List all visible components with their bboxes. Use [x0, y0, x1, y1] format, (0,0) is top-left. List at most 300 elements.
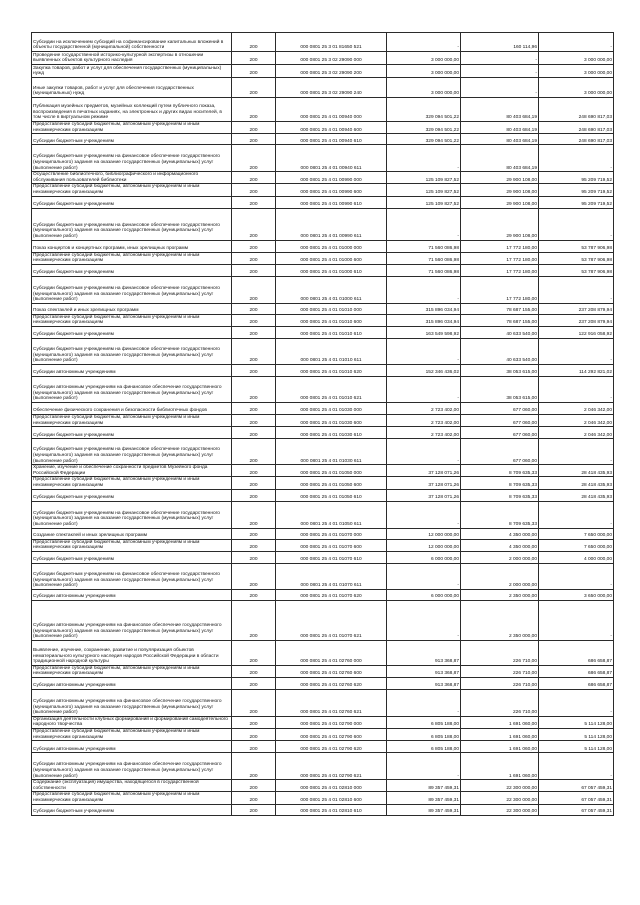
row-line-code: 200 — [232, 172, 276, 184]
row-name: Субсидии бюджетным учреждениям — [32, 326, 232, 338]
row-approved-amount: 6 000 000,00 — [387, 589, 461, 600]
row-name: Предоставление субсидий бюджетным, автономным учреждениям и иным некоммерческим организациям — [32, 665, 232, 677]
row-approved-amount: 3 000 000,00 — [387, 78, 461, 98]
table-row — [32, 640, 614, 665]
row-unexecuted-amount: 95 209 719,52 — [539, 196, 614, 208]
row-name: Субсидии бюджетным учреждениям — [32, 134, 232, 145]
table-row — [32, 208, 614, 240]
table-row — [32, 184, 614, 196]
row-budget-classification-code: 000 0801 25 4 01 02790 621 — [276, 753, 387, 780]
row-approved-amount: 89 357 459,31 — [387, 804, 461, 815]
row-unexecuted-amount: 53 787 906,98 — [539, 240, 614, 252]
row-line-code: 200 — [232, 780, 276, 792]
row-line-code: 200 — [232, 501, 276, 528]
row-unexecuted-amount: 686 658,87 — [539, 665, 614, 677]
row-unexecuted-amount: 3 650 000,00 — [539, 589, 614, 600]
table-row — [32, 252, 614, 264]
row-unexecuted-amount: 53 787 906,98 — [539, 264, 614, 276]
row-name: Субсидии бюджетным учреждениям — [32, 427, 232, 439]
table-row — [32, 677, 614, 689]
row-budget-classification-code: 000 0801 25 4 01 01030 600 — [276, 414, 387, 426]
row-unexecuted-amount: - — [539, 439, 614, 465]
table-row — [32, 477, 614, 489]
row-unexecuted-amount: - — [539, 376, 614, 402]
table-row — [32, 65, 614, 78]
row-unexecuted-amount: 2 046 342,00 — [539, 427, 614, 439]
row-name: Субсидии автономным учреждениям — [32, 677, 232, 689]
row-unexecuted-amount: 7 650 000,00 — [539, 528, 614, 539]
row-unexecuted-amount: 2 046 342,00 — [539, 414, 614, 426]
row-unexecuted-amount: 5 114 128,00 — [539, 729, 614, 741]
row-budget-classification-code: 000 0801 25 4 01 01030 000 — [276, 402, 387, 414]
row-line-code: 200 — [232, 489, 276, 501]
row-executed-amount: 78 687 155,00 — [461, 303, 539, 314]
row-unexecuted-amount: 7 650 000,00 — [539, 539, 614, 551]
row-unexecuted-amount: 3 000 000,00 — [539, 78, 614, 98]
row-name: Субсидии бюджетным учреждениям на финансовое обеспечение государственного (муниципального) задания на оказание государственных (муниципальных) услуг (выполнение работ) — [32, 338, 232, 364]
row-line-code: 200 — [232, 276, 276, 303]
row-unexecuted-amount: - — [539, 145, 614, 172]
row-approved-amount: 2 723 402,00 — [387, 414, 461, 426]
row-approved-amount: 37 128 071,26 — [387, 465, 461, 477]
row-unexecuted-amount: 3 000 000,00 — [539, 65, 614, 78]
row-line-code: 200 — [232, 539, 276, 551]
row-line-code: 200 — [232, 551, 276, 563]
table-row — [32, 729, 614, 741]
row-name: Предоставление субсидий бюджетным, автономным учреждениям и иным некоммерческим организациям — [32, 477, 232, 489]
row-line-code: 200 — [232, 741, 276, 753]
row-executed-amount: 160 114,96 — [461, 33, 539, 52]
row-unexecuted-amount: 4 000 000,00 — [539, 551, 614, 563]
table-row — [32, 78, 614, 98]
row-approved-amount: 12 000 000,00 — [387, 528, 461, 539]
row-name: Субсидии автономным учреждениям — [32, 364, 232, 376]
row-executed-amount: 38 053 615,00 — [461, 364, 539, 376]
row-approved-amount: - — [387, 600, 461, 640]
row-name: Иные закупки товаров, работ и услуг для обеспечения государственных (муниципальных) нужд — [32, 78, 232, 98]
row-approved-amount: 913 368,87 — [387, 677, 461, 689]
row-unexecuted-amount: - — [539, 208, 614, 240]
table-row — [32, 501, 614, 528]
row-line-code: 200 — [232, 314, 276, 326]
row-name: Предоставление субсидий бюджетным, автономным учреждениям и иным некоммерческим организациям — [32, 539, 232, 551]
table-row — [32, 716, 614, 728]
row-line-code: 200 — [232, 439, 276, 465]
row-approved-amount: - — [387, 145, 461, 172]
row-budget-classification-code: 000 0801 25 4 01 01030 611 — [276, 439, 387, 465]
row-line-code: 200 — [232, 145, 276, 172]
row-executed-amount: 2 350 000,00 — [461, 600, 539, 640]
row-executed-amount: 1 691 060,00 — [461, 753, 539, 780]
row-line-code: 200 — [232, 589, 276, 600]
row-executed-amount: 17 772 180,00 — [461, 264, 539, 276]
row-executed-amount: 226 710,00 — [461, 689, 539, 716]
row-line-code: 200 — [232, 414, 276, 426]
table-row — [32, 741, 614, 753]
row-approved-amount: - — [387, 338, 461, 364]
row-budget-classification-code: 000 0801 25 4 01 02760 600 — [276, 665, 387, 677]
row-name: Субсидии бюджетным учреждениям — [32, 264, 232, 276]
table-row — [32, 780, 614, 792]
row-executed-amount: 22 300 000,00 — [461, 780, 539, 792]
row-unexecuted-amount: 28 418 435,93 — [539, 465, 614, 477]
row-executed-amount: 29 900 108,00 — [461, 172, 539, 184]
row-name: Субсидии бюджетным учреждениям на финансовое обеспечение государственного (муниципального) задания на оказание государственных (муниципальных) услуг (выполнение работ) — [32, 501, 232, 528]
row-line-code: 200 — [232, 465, 276, 477]
table-row — [32, 134, 614, 145]
row-approved-amount: 71 560 086,98 — [387, 264, 461, 276]
row-line-code: 200 — [232, 240, 276, 252]
row-budget-classification-code: 000 0801 25 4 01 01070 610 — [276, 551, 387, 563]
row-line-code: 200 — [232, 689, 276, 716]
row-line-code: 200 — [232, 729, 276, 741]
row-budget-classification-code: 000 0801 25 4 01 01010 621 — [276, 376, 387, 402]
row-budget-classification-code: 000 0801 25 4 01 02790 620 — [276, 741, 387, 753]
row-unexecuted-amount: 28 418 435,93 — [539, 477, 614, 489]
table-row — [32, 439, 614, 465]
row-budget-classification-code: 000 0801 25 4 01 01070 611 — [276, 563, 387, 589]
row-unexecuted-amount: 5 114 128,00 — [539, 716, 614, 728]
row-name: Субсидии автономным учреждениям на финансовое обеспечение государственного (муниципального) задания на оказание государственных (муниципальных) услуг (выполнение работ) — [32, 689, 232, 716]
table-row — [32, 414, 614, 426]
table-row — [32, 528, 614, 539]
row-approved-amount: 6 805 188,00 — [387, 716, 461, 728]
row-unexecuted-amount: 95 209 719,52 — [539, 172, 614, 184]
row-line-code: 200 — [232, 264, 276, 276]
row-line-code: 200 — [232, 402, 276, 414]
row-name: Субсидии бюджетным учреждениям — [32, 489, 232, 501]
row-unexecuted-amount: - — [539, 33, 614, 52]
row-approved-amount: - — [387, 563, 461, 589]
row-name: Субсидии автономным учреждениям на финансовое обеспечение государственного (муниципального) задания на оказание государственных (муниципальных) услуг (выполнение работ) — [32, 753, 232, 780]
row-executed-amount: - — [461, 52, 539, 65]
row-name: Публикация музейных предметов, музейных коллекций путем публичного показа, воспроизведения в печатных изданиях, на электронных и других видах носителей, в том числе в виртуальном режиме — [32, 98, 232, 122]
row-approved-amount: 89 357 459,31 — [387, 792, 461, 804]
row-executed-amount: 1 691 060,00 — [461, 729, 539, 741]
row-budget-classification-code: 000 0801 25 4 01 01050 600 — [276, 477, 387, 489]
row-name: Создание спектаклей и иных зрелищных программ — [32, 528, 232, 539]
row-executed-amount: 4 350 000,00 — [461, 528, 539, 539]
row-name: Субсидии автономным учреждениям — [32, 589, 232, 600]
row-budget-classification-code: 000 0801 25 4 01 00940 000 — [276, 98, 387, 122]
row-executed-amount: 40 633 540,00 — [461, 326, 539, 338]
row-line-code: 200 — [232, 716, 276, 728]
row-executed-amount: 226 710,00 — [461, 677, 539, 689]
row-executed-amount: 40 633 540,00 — [461, 338, 539, 364]
table-row — [32, 98, 614, 122]
table-row — [32, 276, 614, 303]
row-budget-classification-code: 000 0801 25 4 01 00990 611 — [276, 208, 387, 240]
table-row — [32, 196, 614, 208]
row-budget-classification-code: 000 0801 25 4 01 00940 611 — [276, 145, 387, 172]
row-name: Обеспечение физического сохранения и безопасности библиотечных фондов — [32, 402, 232, 414]
row-approved-amount: 152 346 436,02 — [387, 364, 461, 376]
table-row — [32, 427, 614, 439]
row-budget-classification-code: 000 0801 25 4 01 01010 620 — [276, 364, 387, 376]
row-executed-amount: 1 691 060,00 — [461, 716, 539, 728]
budget-execution-table — [31, 32, 614, 816]
row-unexecuted-amount: - — [539, 753, 614, 780]
row-approved-amount: 913 368,87 — [387, 665, 461, 677]
row-executed-amount: 677 060,00 — [461, 402, 539, 414]
row-name: Субсидии бюджетным учреждениям — [32, 551, 232, 563]
row-name: Предоставление субсидий бюджетным, автономным учреждениям и иным некоммерческим организациям — [32, 314, 232, 326]
table-row — [32, 364, 614, 376]
row-executed-amount: 4 350 000,00 — [461, 539, 539, 551]
row-executed-amount: 2 350 000,00 — [461, 589, 539, 600]
row-budget-classification-code: 000 0801 25 4 01 01000 600 — [276, 252, 387, 264]
row-approved-amount: 6 805 188,00 — [387, 729, 461, 741]
row-budget-classification-code: 000 0801 25 4 01 01070 600 — [276, 539, 387, 551]
row-budget-classification-code: 000 0801 25 4 01 01010 600 — [276, 314, 387, 326]
row-line-code: 200 — [232, 134, 276, 145]
row-approved-amount: 12 000 000,00 — [387, 539, 461, 551]
row-name: Проведение государственной историко-культурной экспертизы в отношении выявленных объектов культурного наследия — [32, 52, 232, 65]
row-unexecuted-amount: 686 658,87 — [539, 677, 614, 689]
row-approved-amount: - — [387, 753, 461, 780]
row-executed-amount: - — [461, 78, 539, 98]
table-row — [32, 539, 614, 551]
row-line-code: 200 — [232, 98, 276, 122]
row-unexecuted-amount: - — [539, 338, 614, 364]
row-executed-amount: 2 000 000,00 — [461, 551, 539, 563]
row-approved-amount: 125 109 827,52 — [387, 184, 461, 196]
row-approved-amount: 913 368,87 — [387, 640, 461, 665]
table-row — [32, 326, 614, 338]
row-budget-classification-code: 000 0801 25 4 01 00990 000 — [276, 172, 387, 184]
row-executed-amount: 8 709 635,33 — [461, 501, 539, 528]
row-budget-classification-code: 000 0801 25 4 01 02760 621 — [276, 689, 387, 716]
row-executed-amount: 22 300 000,00 — [461, 804, 539, 815]
row-unexecuted-amount: - — [539, 563, 614, 589]
row-line-code: 200 — [232, 427, 276, 439]
row-name: Субсидии автономным учреждениям на финансовое обеспечение государственного (муниципального) задания на оказание государственных (муниципальных) услуг (выполнение работ) — [32, 600, 232, 640]
row-name: Предоставление субсидий бюджетным, автономным учреждениям и иным некоммерческим организациям — [32, 729, 232, 741]
row-line-code: 200 — [232, 792, 276, 804]
row-executed-amount: 80 403 684,19 — [461, 122, 539, 134]
row-line-code: 200 — [232, 208, 276, 240]
row-unexecuted-amount: 2 046 342,00 — [539, 402, 614, 414]
row-name: Субсидии бюджетным учреждениям на финансовое обеспечение государственного (муниципального) задания на оказание государственных (муниципальных) услуг (выполнение работ) — [32, 563, 232, 589]
table-row — [32, 303, 614, 314]
row-unexecuted-amount: 122 916 058,92 — [539, 326, 614, 338]
row-unexecuted-amount: 237 208 879,94 — [539, 303, 614, 314]
row-name: Субсидии бюджетным учреждениям на финансовое обеспечение государственного (муниципального) задания на оказание государственных (муниципальных) услуг (выполнение работ) — [32, 208, 232, 240]
row-budget-classification-code: 000 0801 25 4 01 01000 611 — [276, 276, 387, 303]
row-line-code: 200 — [232, 640, 276, 665]
row-line-code: 200 — [232, 122, 276, 134]
row-line-code: 200 — [232, 338, 276, 364]
row-budget-classification-code: 000 0801 25 4 01 01070 621 — [276, 600, 387, 640]
row-executed-amount: 1 691 060,00 — [461, 741, 539, 753]
row-name: Осуществление библиотечного, библиографического и информационного обслуживания пользователей библиотеки — [32, 172, 232, 184]
table-row — [32, 689, 614, 716]
row-executed-amount: 677 060,00 — [461, 439, 539, 465]
row-unexecuted-amount: 53 787 906,98 — [539, 252, 614, 264]
row-name: Организация деятельности клубных формирований и формирований самодеятельного народного творчества — [32, 716, 232, 728]
row-unexecuted-amount: - — [539, 600, 614, 640]
row-line-code: 200 — [232, 303, 276, 314]
row-line-code: 200 — [232, 364, 276, 376]
table-row — [32, 600, 614, 640]
row-approved-amount: 3 000 000,00 — [387, 65, 461, 78]
row-unexecuted-amount: 114 292 821,02 — [539, 364, 614, 376]
row-approved-amount: 71 560 086,98 — [387, 240, 461, 252]
row-executed-amount: 2 000 000,00 — [461, 563, 539, 589]
row-approved-amount: 329 094 501,22 — [387, 98, 461, 122]
table-row — [32, 52, 614, 65]
row-unexecuted-amount: 95 209 719,52 — [539, 184, 614, 196]
row-line-code: 200 — [232, 753, 276, 780]
row-unexecuted-amount: - — [539, 689, 614, 716]
table-row — [32, 465, 614, 477]
row-line-code: 200 — [232, 563, 276, 589]
row-executed-amount: 29 900 108,00 — [461, 184, 539, 196]
row-name: Показ спектаклей и иных зрелищных программ — [32, 303, 232, 314]
row-name: Субсидии бюджетным учреждениям — [32, 804, 232, 815]
table-row — [32, 264, 614, 276]
row-name: Выявление, изучение, сохранение, развитие и популяризация объектов нематериального культурного наследия народов Российской Федерации в области традиционной народной культуры — [32, 640, 232, 665]
row-line-code: 200 — [232, 52, 276, 65]
table-row — [32, 240, 614, 252]
row-unexecuted-amount: 67 057 459,31 — [539, 804, 614, 815]
row-approved-amount: - — [387, 276, 461, 303]
row-name: Предоставление субсидий бюджетным, автономным учреждениям и иным некоммерческим организациям — [32, 252, 232, 264]
row-budget-classification-code: 000 0801 25 4 01 01050 000 — [276, 465, 387, 477]
row-budget-classification-code: 000 0801 25 4 01 01000 000 — [276, 240, 387, 252]
row-budget-classification-code: 000 0801 25 4 01 02810 610 — [276, 804, 387, 815]
table-row — [32, 665, 614, 677]
row-approved-amount: 329 094 501,22 — [387, 134, 461, 145]
row-executed-amount: 29 900 108,00 — [461, 196, 539, 208]
row-line-code: 200 — [232, 78, 276, 98]
row-line-code: 200 — [232, 600, 276, 640]
row-budget-classification-code: 000 0801 25 4 01 00940 610 — [276, 134, 387, 145]
row-name: Предоставление субсидий бюджетным, автономным учреждениям и иным некоммерческим организациям — [32, 414, 232, 426]
row-line-code: 200 — [232, 477, 276, 489]
row-budget-classification-code: 000 0801 25 4 01 01030 610 — [276, 427, 387, 439]
row-approved-amount: 6 000 000,00 — [387, 551, 461, 563]
row-name: Закупка товаров, работ и услуг для обеспечения государственных (муниципальных) нужд — [32, 65, 232, 78]
row-name: Предоставление субсидий бюджетным, автономным учреждениям и иным некоммерческим организациям — [32, 792, 232, 804]
row-budget-classification-code: 000 0801 25 4 01 02810 000 — [276, 780, 387, 792]
row-budget-classification-code: 000 0801 25 4 01 00990 600 — [276, 184, 387, 196]
table-row — [32, 804, 614, 815]
row-approved-amount: 125 109 827,52 — [387, 172, 461, 184]
row-unexecuted-amount: 28 418 435,93 — [539, 489, 614, 501]
row-approved-amount: 125 109 827,52 — [387, 196, 461, 208]
row-budget-classification-code: 000 0801 25 4 01 01010 000 — [276, 303, 387, 314]
row-approved-amount: 329 094 501,22 — [387, 122, 461, 134]
row-budget-classification-code: 000 0801 25 3 02 29090 200 — [276, 65, 387, 78]
table-row — [32, 402, 614, 414]
row-budget-classification-code: 000 0801 25 4 01 01010 610 — [276, 326, 387, 338]
row-executed-amount: 80 403 684,19 — [461, 145, 539, 172]
row-name: Показ концертов и концертных программ, иных зрелищных программ — [32, 240, 232, 252]
row-unexecuted-amount: 686 658,87 — [539, 640, 614, 665]
row-budget-classification-code: 000 0801 25 4 01 01050 610 — [276, 489, 387, 501]
row-executed-amount: 226 710,00 — [461, 665, 539, 677]
table-row — [32, 376, 614, 402]
row-unexecuted-amount: - — [539, 501, 614, 528]
table-row — [32, 145, 614, 172]
row-approved-amount: 2 723 402,00 — [387, 402, 461, 414]
table-row — [32, 489, 614, 501]
row-budget-classification-code: 000 0801 25 4 01 02790 000 — [276, 716, 387, 728]
table-row — [32, 314, 614, 326]
row-unexecuted-amount: 67 057 459,31 — [539, 792, 614, 804]
row-executed-amount: 677 060,00 — [461, 414, 539, 426]
row-executed-amount: 17 772 180,00 — [461, 252, 539, 264]
row-approved-amount: 163 549 598,92 — [387, 326, 461, 338]
row-budget-classification-code: 000 0801 25 4 01 01000 610 — [276, 264, 387, 276]
row-executed-amount: 17 772 180,00 — [461, 240, 539, 252]
row-approved-amount: - — [387, 501, 461, 528]
table-row — [32, 753, 614, 780]
row-unexecuted-amount: 248 690 817,03 — [539, 134, 614, 145]
row-unexecuted-amount: 237 208 879,94 — [539, 314, 614, 326]
row-budget-classification-code: 000 0801 25 4 01 00940 600 — [276, 122, 387, 134]
row-line-code: 200 — [232, 804, 276, 815]
row-name: Субсидии бюджетным учреждениям — [32, 196, 232, 208]
row-executed-amount: 8 709 635,33 — [461, 465, 539, 477]
row-executed-amount: - — [461, 65, 539, 78]
row-approved-amount: 89 357 459,31 — [387, 780, 461, 792]
row-name: Субсидии автономным учреждениям — [32, 741, 232, 753]
row-budget-classification-code: 000 0801 25 4 01 01070 620 — [276, 589, 387, 600]
table-row — [32, 172, 614, 184]
row-approved-amount: 71 560 086,98 — [387, 252, 461, 264]
row-executed-amount: 29 900 108,00 — [461, 208, 539, 240]
row-executed-amount: 38 053 615,00 — [461, 376, 539, 402]
row-line-code: 200 — [232, 677, 276, 689]
row-line-code: 200 — [232, 665, 276, 677]
row-line-code: 200 — [232, 196, 276, 208]
row-executed-amount: 17 772 180,00 — [461, 276, 539, 303]
row-approved-amount: 37 128 071,26 — [387, 489, 461, 501]
row-approved-amount: 3 000 000,00 — [387, 52, 461, 65]
row-approved-amount: - — [387, 208, 461, 240]
row-line-code: 200 — [232, 65, 276, 78]
row-name: Предоставление субсидий бюджетным, автономным учреждениям и иным некоммерческим организациям — [32, 122, 232, 134]
row-approved-amount: - — [387, 689, 461, 716]
row-budget-classification-code: 000 0801 25 4 01 00990 610 — [276, 196, 387, 208]
row-line-code: 200 — [232, 528, 276, 539]
row-line-code: 200 — [232, 33, 276, 52]
table-body — [32, 33, 614, 816]
row-approved-amount: - — [387, 376, 461, 402]
row-budget-classification-code: 000 0801 25 4 01 02760 620 — [276, 677, 387, 689]
row-line-code: 200 — [232, 184, 276, 196]
table-row — [32, 33, 614, 52]
row-unexecuted-amount: 67 057 459,31 — [539, 780, 614, 792]
row-name: Субсидии автономным учреждениям на финансовое обеспечение государственного (муниципального) задания на оказание государственных (муниципальных) услуг (выполнение работ) — [32, 376, 232, 402]
table-row — [32, 792, 614, 804]
row-approved-amount: 315 896 034,94 — [387, 314, 461, 326]
row-budget-classification-code: 000 0801 25 4 01 01010 611 — [276, 338, 387, 364]
row-executed-amount: 80 403 684,19 — [461, 134, 539, 145]
row-line-code: 200 — [232, 326, 276, 338]
row-name: Предоставление субсидий бюджетным, автономным учреждениям и иным некоммерческим организациям — [32, 184, 232, 196]
table-row — [32, 589, 614, 600]
row-unexecuted-amount: 248 690 817,03 — [539, 122, 614, 134]
row-budget-classification-code: 000 0801 25 3 02 29090 000 — [276, 52, 387, 65]
row-unexecuted-amount: - — [539, 276, 614, 303]
row-executed-amount: 22 300 000,00 — [461, 792, 539, 804]
row-executed-amount: 226 710,00 — [461, 640, 539, 665]
row-unexecuted-amount: 3 000 000,00 — [539, 52, 614, 65]
row-name: Субсидии бюджетным учреждениям на финансовое обеспечение государственного (муниципального) задания на оказание государственных (муниципальных) услуг (выполнение работ) — [32, 276, 232, 303]
